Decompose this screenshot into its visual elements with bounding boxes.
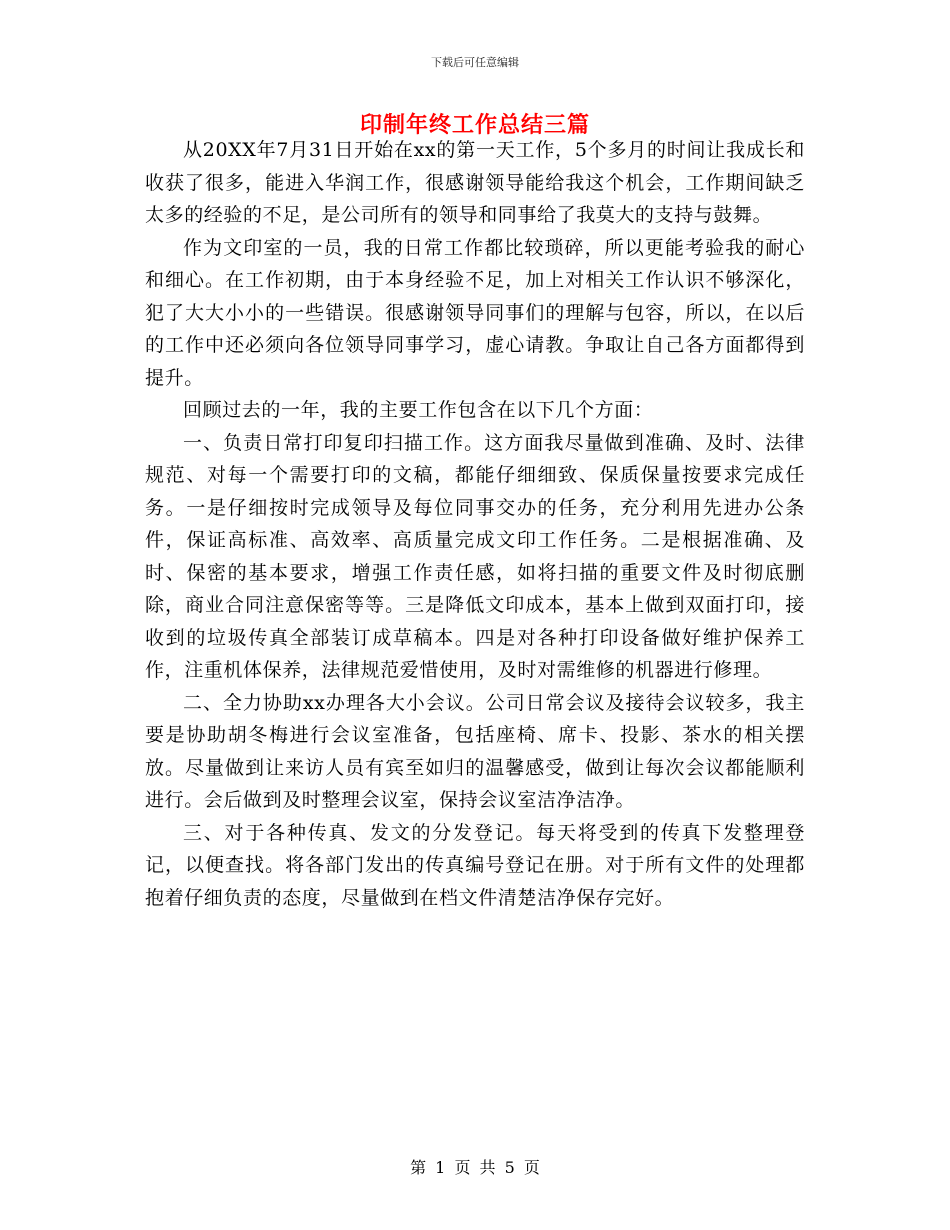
paragraph-4: 一、负责日常打印复印扫描工作。这方面我尽量做到准确、及时、法律规范、对每一个需要打印的文稿，都能仔细细致、保质保量按要求完成任务。一是仔细按时完成领导及每位同事交办的任务，充分利用先进办公条件，保证高标准、高效率、高质量完成文印工作任务。二是根据准确、及时、保密的基本要求，增强工作责任感，如将扫描的重要文件及时彻底删除，商业合同注意保密等等。三是降低文印成本，基本上做到双面打印，接收到的垃圾传真全部装订成草稿本。四是对各种打印设备做好维护保养工作，注重机体保养，法律规范爱惜使用，及时对需维修的机器进行修理。 [145,431,805,681]
header-note: 下载后可任意编辑 [431,56,519,69]
document-title: 印制年终工作总结三篇 [359,112,590,138]
paragraph-1: 从20XX年7月31日开始在xx的第一天工作，5个多月的时间让我成长和收获了很多，能进入华润工作，很感谢领导能给我这个机会，工作期间缺乏太多的经验的不足，是公司所有的领导和同事给了我莫大的支持与鼓舞。 [145,139,805,226]
paragraph-6: 三、对于各种传真、发文的分发登记。每天将受到的传真下发整理登记，以便查找。将各部门发出的传真编号登记在册。对于所有文件的处理都抱着仔细负责的态度，尽量做到在档文件清楚洁净保存完好。 [145,821,805,909]
paragraph-3: 回顾过去的一年，我的主要工作包含在以下几个方面： [183,399,654,421]
document-body [145,134,805,914]
paragraph-2: 作为文印室的一员，我的日常工作都比较琐碎，所以更能考验我的耐心和细心。在工作初期，由于本身经验不足，加上对相关工作认识不够深化，犯了大大小小的一些错误。很感谢领导同事们的理解与包容，所以，在以后的工作中还必须向各位领导同事学习，虚心请教。争取让自己各方面都得到提升。 [145,236,805,389]
paragraph-5: 二、全力协助xx办理各大小会议。公司日常会议及接待会议较多，我主要是协助胡冬梅进行会议室准备，包括座椅、席卡、投影、茶水的相关摆放。尽量做到让来访人员有宾至如归的温馨感受，做到让每次会议都能顺利进行。会后做到及时整理会议室，保持会议室洁净洁净。 [145,691,805,811]
page-number-footer: 第 1 页 共 5 页 [410,1158,540,1177]
